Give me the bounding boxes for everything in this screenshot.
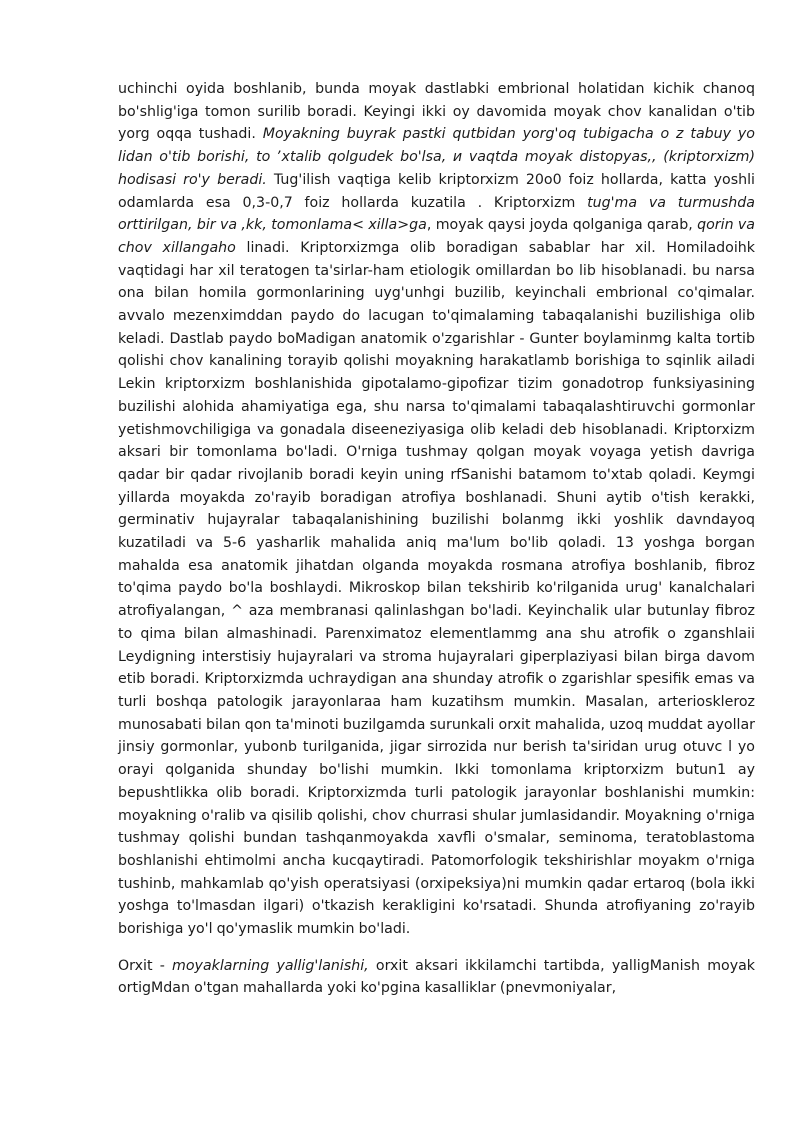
italic-text-span: Moyakning buyrak pastki qutbidan yorg'oq tubigacha o z tabuy yo lidan o'tib borishi, to ʼxtalib qolgudek bo'lsa, и vaqtda moyak distopyas,, (kriptorxizm) hodisasi ro'y beradi. [118,126,755,188]
text-span: Orxit - [118,957,173,974]
italic-text-span: moyaklarning yallig'lanishi, [172,957,369,974]
text-span: linadi. Kriptorxizmga olib boradigan sabablar har xil. Homiladoihk vaqtidagi har xil teratogen ta'sirlar-ham etiologik omillardan bo lib hisoblanadi. bu narsa ona bilan homila gormonlarining uyg'unhgi buzilib, keyinchali embrional co'qimalar. avvalo mezenximddan paydo do lacugan to'qimalaming tabaqalanishi buzilishiga olib keladi. Dastlab paydo boMadigan anatomik o'zgarishlar - Gunter boylaminmg kalta tortib qolishi chov kanalining torayib qolishi moyakning harakatlamb borishiga to sqinlik ailadi Lekin kriptorxizm boshlanishida gipotalamo-gipofizar tizim gonadotrop funksiyasining buzilishi alohida ahamiyatiga ega, shu narsa to'qimalami tabaqalashtiruvchi gormonlar yetishmovchiligiga va gonadala diseeneziyasiga olib keladi deb hisoblanadi. Kriptorxizm aksari bir tomonlama bo'ladi. O'rniga tushmay qolgan moyak voyaga yetish davriga qadar bir qadar rivojlanib boradi keyin uning rfSanishi batamom to'xtab qoladi. Keymgi yillarda moyakda zo'rayib boradigan atrofiya boshlanadi. Shuni aytib o'tish kerakki, germinativ hujayralar tabaqalanishining buzilishi bolanmg ikki yoshlik davndayoq kuzatiladi va 5-6 yasharlik mahalida aniq ma'lum bo'lib qoladi. 13 yoshga borgan mahalda esa anatomik jihatdan olganda moyakda rosmana atrofiya boshlanib, fibroz to'qima paydo bo'la boshlaydi. Mikroskop bilan tekshirib ko'rilganida urug' kanalchalari atrofiyalangan, ^ aza membranasi qalinlashgan bo'ladi. Keyinchalik ular butunlay fibroz to qima bilan almashinadi. Parenximatoz elementlammg ana shu atrofik o zganshlaii Leydigning interstisiy hujayralari va stroma hujayralari giperplaziyasi bilan birga davom etib boradi. Kriptorxizmda uchraydigan ana shunday atrofik o zgarishlar spesifik emas va turli boshqa patologik jarayonlaraa ham kuzatihsm mumkin. Masalan, arterioskleroz munosabati bilan qon ta'minoti buzilgamda surunkali orxit mahalida, uzoq muddat ayollar jinsiy gormonlar, yubonb turilganida, jigar sirrozida nur berish ta'siridan urug otuvc l yo orayi qolganida shunday bo'lishi mumkin. Ikki tomonlama kriptorxizm butun1 ay bepushtlikka olib boradi. Kriptorxizmda turli patologik jarayonlar boshlanishi mumkin: moyakning o'ralib va qisilib qolishi, chov churrasi shular jumlasidandir. Moyakning o'rniga tushmay qolishi bundan tashqanmoyakda xavfli o'smalar, seminoma, teratoblastoma boshlanishi ehtimolmi ancha kucqaytiradi. Patomorfologik tekshirishlar moyakm o'rniga tushinb, mahkamlab qo'yish operatsiyasi (orxipeksiya)ni mumkin qadar ertaroq (bola ikki yoshga to'lmasdan ilgari) o'tkazish kerakligini ko'rsatadi. Shunda atrofiyaning zo'rayib borishiga yo'l qo'ymaslik mumkin bo'ladi. [118,239,756,938]
italic-text-span: qorin va chov xillangaho [118,217,756,256]
document-page [118,78,755,1000]
paragraph-orxit [118,955,755,1000]
text-span: , moyak qaysi joyda qolganiga qarab, [426,217,698,234]
text-span: Tug'ilish vaqtiga kelib kriptorxizm 20o0 foiz hollarda, katta yoshli odamlarda esa 0,3-0,7 foiz hollarda kuzatila . Kriptorxizm [118,171,756,211]
text-span: orxit aksari ikkilamchi tartibda, yalligManish moyak ortigMdan o'tgan mahallarda yoki ko'pgina kasalliklar (pnevmoniyalar, [118,957,755,997]
text-span: uchinchi oyida boshlanib, bunda moyak dastlabki embrional holatidan kichik chanoq bo'shlig'iga tomon surilib boradi. Keyingi ikki oy davomida moyak chov kanalidan o'tib yorg oqqa tushadi. [118,81,755,143]
paragraph-kriptorxizm [118,78,755,941]
italic-text-span: tug'ma va turmushda orttirilgan, bir va ,kk, tomonlama< xilla>ga [118,194,755,234]
